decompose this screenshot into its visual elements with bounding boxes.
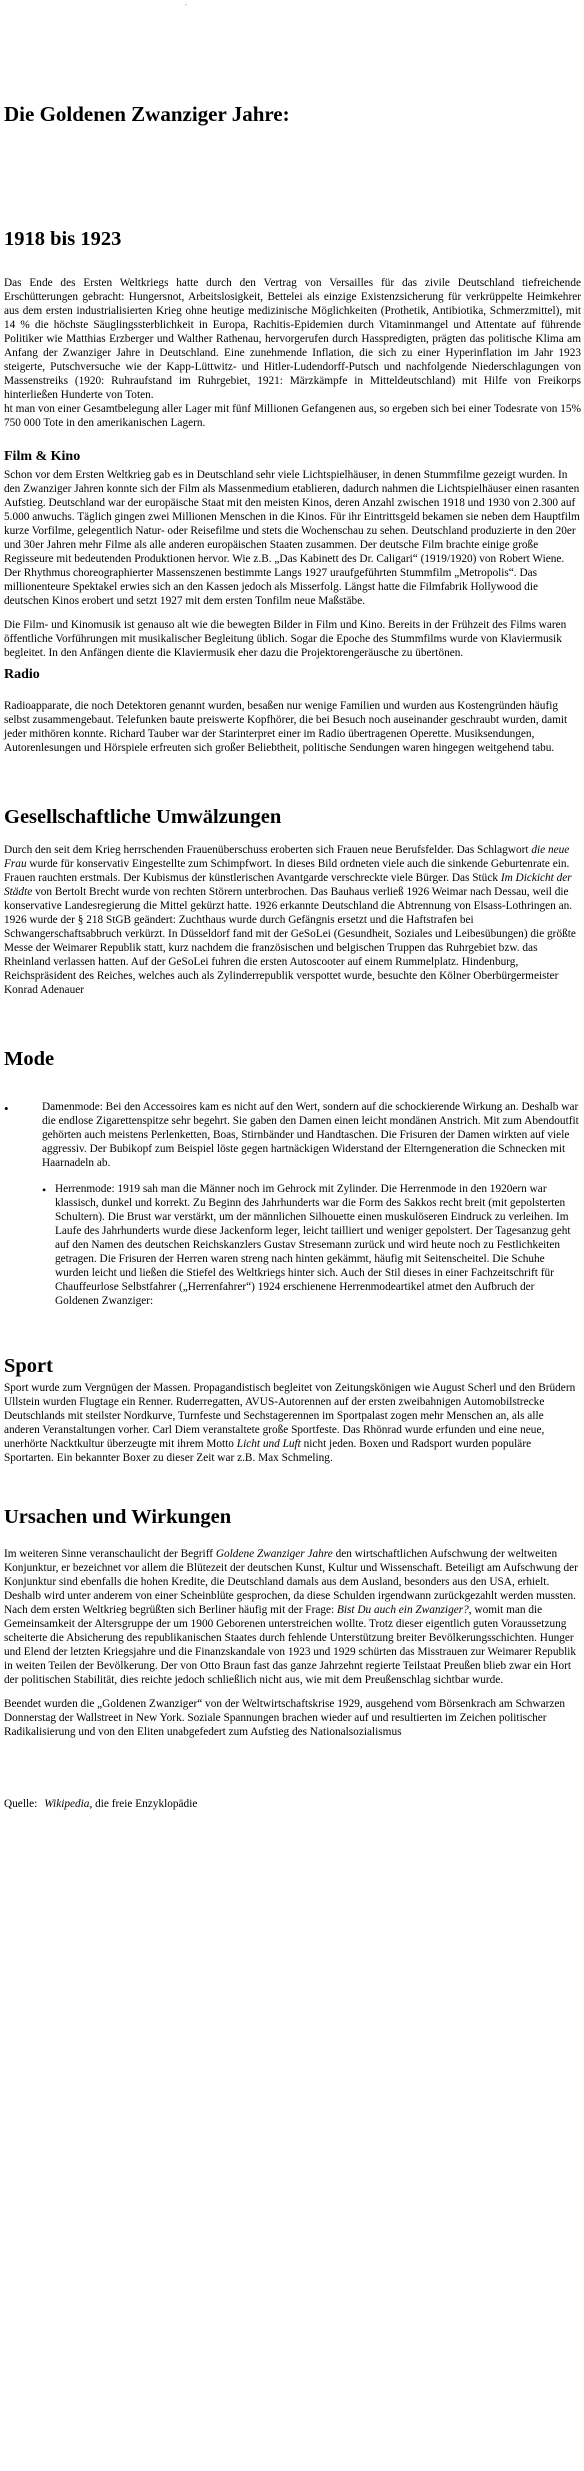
list-item-herrenmode — [42, 1182, 581, 1308]
section-heading-mode: Mode — [4, 1047, 55, 1070]
ursachen-text-c: , womit man die Gemeinsamkeit der Altersgruppe der um 1900 Geborenen unterstreichen wollte. Trotz dieser eigentlich guten Voraussetzung scheiterte die Absicherung des republikanischen Staates durch fehlende Unterstützung breiter Bevölkerungsschichten. Hunger und Elend der letzten Kriegsjahre und die Finanzskandale von 1923 und 1929 schürten das Misstrauen zur Weimarer Republik in weiten Teilen der Bevölkerung. Der von Otto Braun fast das ganze Jahrzehnt regierte Teilstaat Preußen blieb zwar ein Hort der politischen Stabilität, dies reichte jedoch schließlich nicht aus, wie mit dem Preußenschlag sichtbar wurde. — [4, 1603, 577, 1686]
ursachen-emphasis-begriff: Goldene Zwanziger Jahre — [215, 1547, 333, 1560]
damenmode-text: Damenmode: Bei den Accessoires kam es nicht auf den Wert, sondern auf die schockierende Wirkung an. Deshalb war die endlose Zigarettenspitze sehr begehrt. Sie gaben den Damen einen leicht mondänen Anstrich. Mit zum Abendoutfit gehörten auch meistens Perlenketten, Boas, Stirnbänder und Handtaschen. Die Frisuren der Damen wirkten auf viele aggressiv. Der Bubikopf zum Beispiel löste gegen hartnäckigen Widerstand der Elterngeneration die Schnecken mit Haarnadeln ab. — [42, 1100, 579, 1169]
subheading-film-kino: Film & Kino — [4, 449, 81, 465]
sport-text-a: Sport wurde zum Vergnügen der Massen. Propagandistisch begleitet von Zeitungskönigen wie August Scherl und den Brüdern Ullstein wurden Flugtage ein Renner. Ruderregatten, AVUS-Autorennen auf der ersten zweibahnigen Automobilstrecke Deutschlands mit steilster Nordkurve, Turnfeste und Sechstagerennen im Sportpalast zogen mehr Menschen an, als alle anderen Veranstaltungen vorher. Carl Diem veranstaltete große Sportfeste. Das Rhönrad wurde erfunden und eine neue, unerhörte Nacktkultur überzeugte mit ihrem Motto — [4, 1382, 576, 1451]
bullet-dot-icon: • — [42, 1182, 47, 1197]
sport-text-b: nicht jeden. Boxen und Radsport wurden populäre Sportarten. Ein bekannter Boxer zu dieser Zeit war z.B. Max Schmeling. — [4, 1438, 532, 1465]
artifact-mark: , — [185, 0, 187, 7]
ursachen-text-a: Im weiteren Sinne veranschaulicht der Begriff — [4, 1547, 216, 1560]
list-item-damenmode — [4, 1100, 581, 1170]
section-heading-1918-1923: 1918 bis 1923 — [4, 228, 122, 251]
bullet-dot-icon: • — [4, 1100, 9, 1116]
ursachen-emphasis-frage: Bist Du auch ein Zwanziger? — [336, 1603, 469, 1616]
gesellschaft-text-a: Durch den seit dem Krieg herrschenden Frauenüberschuss eroberten sich Frauen neue Berufsfelder. Das Schlagwort — [4, 843, 532, 856]
radio-paragraph: Radioapparate, die noch Detektoren genannt wurden, besaßen nur wenige Familien und wurden aus Kostengründen häufig selbst zusammengebaut. Telefunken baute preiswerte Kopfhörer, die bei Besuch noch auseinander geschraubt wurden, damit jeder mithören konnte. Richard Tauber war der Starinterpret einer im Radio übertragenen Operette. Musiksendungen, Autorenlesungen und Hörspiele erfreuten sich großer Beliebtheit, politische Sendungen waren hingegen weitgehend tabu. — [4, 700, 568, 755]
sport-emphasis-motto: Licht und Luft — [236, 1438, 301, 1451]
herrenmode-text: Herrenmode: 1919 sah man die Männer noch im Gehrock mit Zylinder. Die Herrenmode in den 1920ern war klassisch, dunkel und korrekt. Zu Beginn des Jahrhunderts war die Form des Sakkos recht breit (mit gepolsterten Schultern). Die Brust war verstärkt, um der männlichen Silhouette einen muskulöseren Eindruck zu verleihen. Im Laufe des Jahrhunderts wurde diese Jackenform leger, leicht tailliert und weniger gepolstert. Der Tagesanzug geht auf den Namen des deutschen Reichskanzlers Gustav Stresemann zurück und wird heute noch zu Festlichkeiten getragen. Die Frisuren der Herren waren streng nach hinten gekämmt, häufig mit Seitenscheitel. Die Schuhe wurden leicht und ließen die Stiefel des Weltkriegs hinter sich. Auch der Stil dieses in einer Fachzeitschrift für Chauffeurlose Selbstfahrer („Herrenfahrer“) 1924 erschienene Herrenmodeartikel atmet den Aufbruch der Goldenen Zwanziger: — [55, 1182, 571, 1307]
ursachen-text-b: den wirtschaftlichen Aufschwung der weltweiten Konjunktur, er bezeichnet vor allem die Blütezeit der deutschen Kunst, Kultur und Wissenschaft. Beteiligt am Aufschwung der Konjunktur sind ebenfalls die hohen Kredite, die Deutschland damals aus dem Ausland, besonders aus den USA, erhielt. Deshalb wird unter anderem von einer Scheinblüte gesprochen, da diese Schulden irgendwann zurückgezahlt werden mussten. Nach dem ersten Weltkrieg begrüßten sich Berliner häufig mit der Frage: — [4, 1547, 578, 1616]
source-line — [4, 1797, 581, 1811]
gesellschaft-emphasis-stueck: Im Dickicht der Städte — [4, 871, 572, 898]
source-label: Quelle: — [4, 1797, 38, 1810]
section-heading-ursachen: Ursachen und Wirkungen — [4, 1506, 232, 1529]
section-heading-gesellschaft: Gesellschaftliche Umwälzungen — [4, 806, 282, 829]
section-heading-sport: Sport — [4, 1354, 53, 1377]
intro-tail-paragraph: ht man von einer Gesamtbelegung aller Lager mit fünf Millionen Gefangenen aus, so ergeben sich bei einer Todesrate von 15% 750 000 Tote in den amerikanischen Lagern. — [4, 403, 581, 430]
gesellschaft-text-b: wurde für konservativ Eingestellte zum Schimpfwort. In dieses Bild ordneten viele auch die sinkende Geburtenrate ein. Frauen rauchten erstmals. Der Kubismus der künstlerischen Avantgarde verschreckte viele Bürger. Das Stück — [4, 857, 570, 884]
mode-list — [4, 1100, 581, 1308]
ursachen-paragraph-1 — [4, 1547, 581, 1687]
film-paragraph-1: Schon vor dem Ersten Weltkrieg gab es in Deutschland sehr viele Lichtspielhäuser, in denen Stummfilme gezeigt wurden. In den Zwanziger Jahren konnte sich der Film als Massenmedium etablieren, dadurch nahmen die Lichtspielhäuser einen rasanten Aufstieg. Deutschland war der europäische Staat mit den meisten Kinos, deren Anzahl zwischen 1918 und 1930 von 2.300 auf 5.000 anwuchs. Täglich gingen zwei Millionen Menschen in die Kinos. Für ihr Eintrittsgeld bekamen sie neben dem Hauptfilm kurze Vorfilme, gelegentlich Natur- oder Reisefilme und stets die Wochenschau zu sehen. Deutschland produzierte in den 20er und 30er Jahren mehr Filme als alle anderen europäischen Staaten zusammen. Der deutsche Film brachte einige große Regisseure mit bedeutenden Produktionen hervor. Wie z.B. „Das Kabinett des Dr. Caligari“ (1919/1920) von Robert Wiene. Der Rhythmus choreographierter Massenszenen bestimmte Langs 1927 uraufgeführten Stummfilm „Metropolis“. Das millionenteure Spektakel erwies sich an den Kassen jedoch als Misserfolg. Längst hatte die Filmfabrik Hollywood die deutschen Kinos erobert und setzt 1927 mit dem ersten Tonfilm neue Maßstäbe. — [4, 468, 580, 607]
ursachen-paragraph-2: Beendet wurden die „Goldenen Zwanziger“ von der Weltwirtschaftskrise 1929, ausgehend vom Börsenkrach am Schwarzen Donnerstag der Wallstreet in New York. Soziale Spannungen brachen wieder auf und resultierten im Zeichen politischer Radikalisierung und von den Eliten unabgefedert zum Aufstieg des Nationalsozialismus — [4, 1697, 566, 1738]
subheading-radio: Radio — [4, 666, 40, 682]
film-paragraph-2: Die Film- und Kinomusik ist genauso alt wie die bewegten Bilder in Film und Kino. Bereits in der Frühzeit des Films waren öffentliche Vorführungen mit musikalischer Begleitung üblich. Sogar die Epoche des Stummfilms wurde von Klaviermusik begleitet. In den Anfängen diente die Klaviermusik eher dazu die Projektorengeräusche zu übertönen. — [4, 618, 567, 659]
top-edge-artifact — [4, 0, 581, 6]
intro-paragraph: Das Ende des Ersten Weltkriegs hatte durch den Vertrag von Versailles für das zivile Deutschland tiefreichende Erschütterungen gebracht: Hungersnot, Arbeitslosigkeit, Bettelei als einzige Existenzsicherung für verkrüppelte Heimkehrer aus dem ersten industrialisierten Krieg ohne heutige medizinische Möglichkeiten (Prothetik, Antibiotika, Schmerzmittel), mit 14 % die höchste Säuglingssterblichkeit in Europa, Rachitis-Epidemien durch Vitaminmangel und Attentate auf führende Politiker wie Matthias Erzberger und Walther Rathenau, hervorgerufen durch Hasspredigten, prägten das politische Klima am Anfang der Zwanziger Jahre in Deutschland. Eine zunehmende Inflation, die sich zu einer Hyperinflation im Jahr 1923 steigerte, Putschversuche wie der Kapp-Lüttwitz- und Hitler-Ludendorff-Putsch und nachfolgende Niederschlagungen von Massenstreiks (1920: Ruhraufstand im Ruhrgebiet, 1921: Märzkämpfe in Mitteldeutschland) mit Hilfe von Freikorps hinterließen Hunderte von Toten. — [4, 277, 581, 402]
sport-paragraph — [4, 1381, 581, 1465]
page-title: Die Goldenen Zwanziger Jahre: — [4, 102, 290, 126]
gesellschaft-emphasis-neue-frau: die neue Frau — [4, 843, 570, 870]
source-suffix: , die freie Enzyklopädie — [89, 1797, 198, 1810]
gesellschaft-paragraph — [4, 843, 581, 997]
source-link-wikipedia[interactable]: Wikipedia — [44, 1797, 90, 1810]
gesellschaft-text-c: von Bertolt Brecht wurde von rechten Störern unterbrochen. Das Bauhaus verließ 1926 Weimar nach Dessau, weil die konservative Landesregierung die Mittel gekürzt hatte. 1926 erkannte Deutschland die Abtrennung von Elsass-Lothringen an. 1926 wurde der § 218 StGB geändert: Zuchthaus wurde durch Gefängnis ersetzt und die Haftstrafen bei Schwangerschaftsabbruch verkürzt. In Düsseldorf fand mit der GeSoLei (Gesundheit, Soziales und Leibesübungen) die größte Messe der Weimarer Republik statt, kurz nachdem die französischen und belgischen Truppen das Ruhrgebiet bzw. das Rheinland verlassen hatten. Auf der GeSoLei fuhren die ersten Autoscooter auf einem Rummelplatz. Hindenburg, Reichspräsident des Reiches, welches auch als Zylinderrepublik verspottet wurde, besuchte den Kölner Oberbürgermeister Konrad Adenauer — [4, 885, 576, 996]
